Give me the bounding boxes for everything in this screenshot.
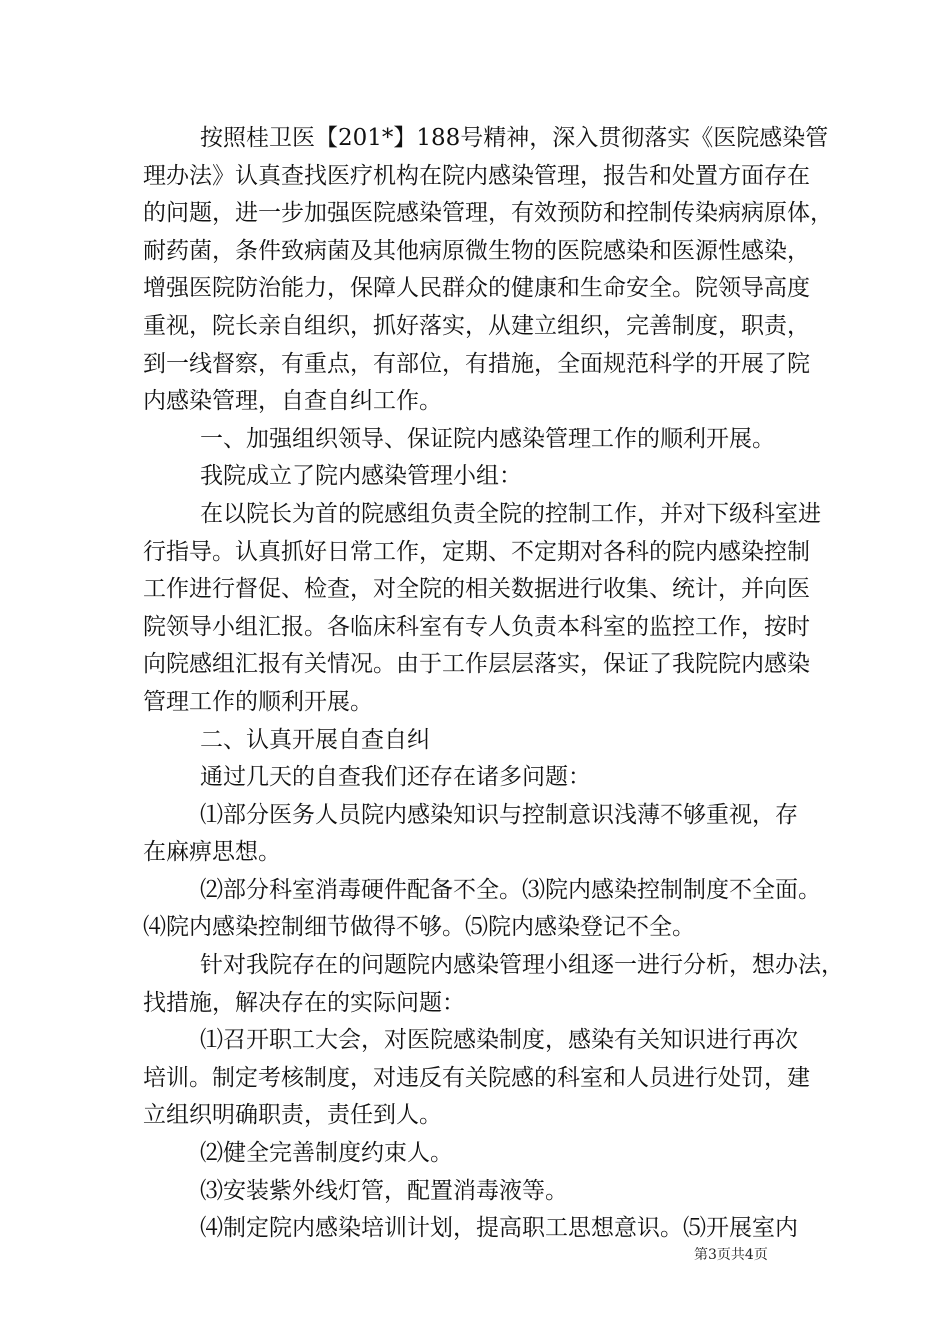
text-line: 在麻痹思想。 (143, 839, 281, 866)
text-line: 工作进行督促、检查，对全院的相关数据进行收集、统计，并向医 (143, 576, 810, 603)
text-line: 按照桂卫医【201*】188号精神，深入贯彻落实《医院感染管 (200, 125, 829, 151)
list-item: ⑴部分医务人员院内感染知识与控制意识浅薄不够重视，存 (200, 801, 798, 828)
text-line: 通过几天的自查我们还存在诸多问题： (200, 764, 591, 791)
text-line: 的问题，进一步加强医院感染管理，有效预防和控制传染病病原体， (143, 200, 833, 227)
list-item: ⑵健全完善制度约束人。 (200, 1140, 453, 1167)
text-line: 我院成立了院内感染管理小组： (200, 463, 522, 490)
list-item: ⑷院内感染控制细节做得不够。⑸院内感染登记不全。 (143, 914, 695, 941)
text-line: 行指导。认真抓好日常工作，定期、不定期对各科的院内感染控制 (143, 538, 810, 565)
document-body (143, 120, 844, 1248)
text-line: 理办法》认真查找医疗机构在院内感染管理，报告和处置方面存在 (143, 162, 810, 189)
text-line: 立组织明确职责，责任到人。 (143, 1102, 442, 1129)
text-line: 院领导小组汇报。各临床科室有专人负责本科室的监控工作，按时 (143, 613, 810, 640)
list-item: ⑵部分科室消毒硬件配备不全。⑶院内感染控制制度不全面。 (200, 876, 821, 903)
text-line: 找措施，解决存在的实际问题： (143, 989, 465, 1016)
text-line: 增强医院防治能力，保障人民群众的健康和生命安全。院领导高度 (143, 275, 810, 302)
page-number-footer: 第3页共4页 (694, 1247, 768, 1263)
text-line: 耐药菌，条件致病菌及其他病原微生物的医院感染和医源性感染， (143, 237, 810, 264)
text-line: 管理工作的顺利开展。 (143, 688, 373, 715)
text-line: 向院感组汇报有关情况。由于工作层层落实，保证了我院院内感染 (143, 651, 810, 678)
text-line: 针对我院存在的问题院内感染管理小组逐一进行分析，想办法， (200, 952, 844, 979)
section-heading: 一、加强组织领导、保证院内感染管理工作的顺利开展。 (200, 425, 775, 452)
text-line: 重视，院长亲自组织，抓好落实，从建立组织，完善制度，职责， (143, 312, 810, 339)
text-line: 在以院长为首的院感组负责全院的控制工作，并对下级科室进 (200, 500, 821, 527)
section-heading: 二、认真开展自查自纠 (200, 726, 430, 753)
text-line: 到一线督察，有重点，有部位，有措施，全面规范科学的开展了院 (143, 350, 810, 377)
list-item: ⑷制定院内感染培训计划，提高职工思想意识。⑸开展室内 (200, 1215, 798, 1242)
list-item: ⑴召开职工大会，对医院感染制度，感染有关知识进行再次 (200, 1027, 798, 1054)
text-line: 培训。制定考核制度，对违反有关院感的科室和人员进行处罚，建 (143, 1064, 810, 1091)
list-item: ⑶安装紫外线灯管，配置消毒液等。 (200, 1177, 568, 1204)
text-line: 内感染管理，自查自纠工作。 (143, 388, 442, 415)
